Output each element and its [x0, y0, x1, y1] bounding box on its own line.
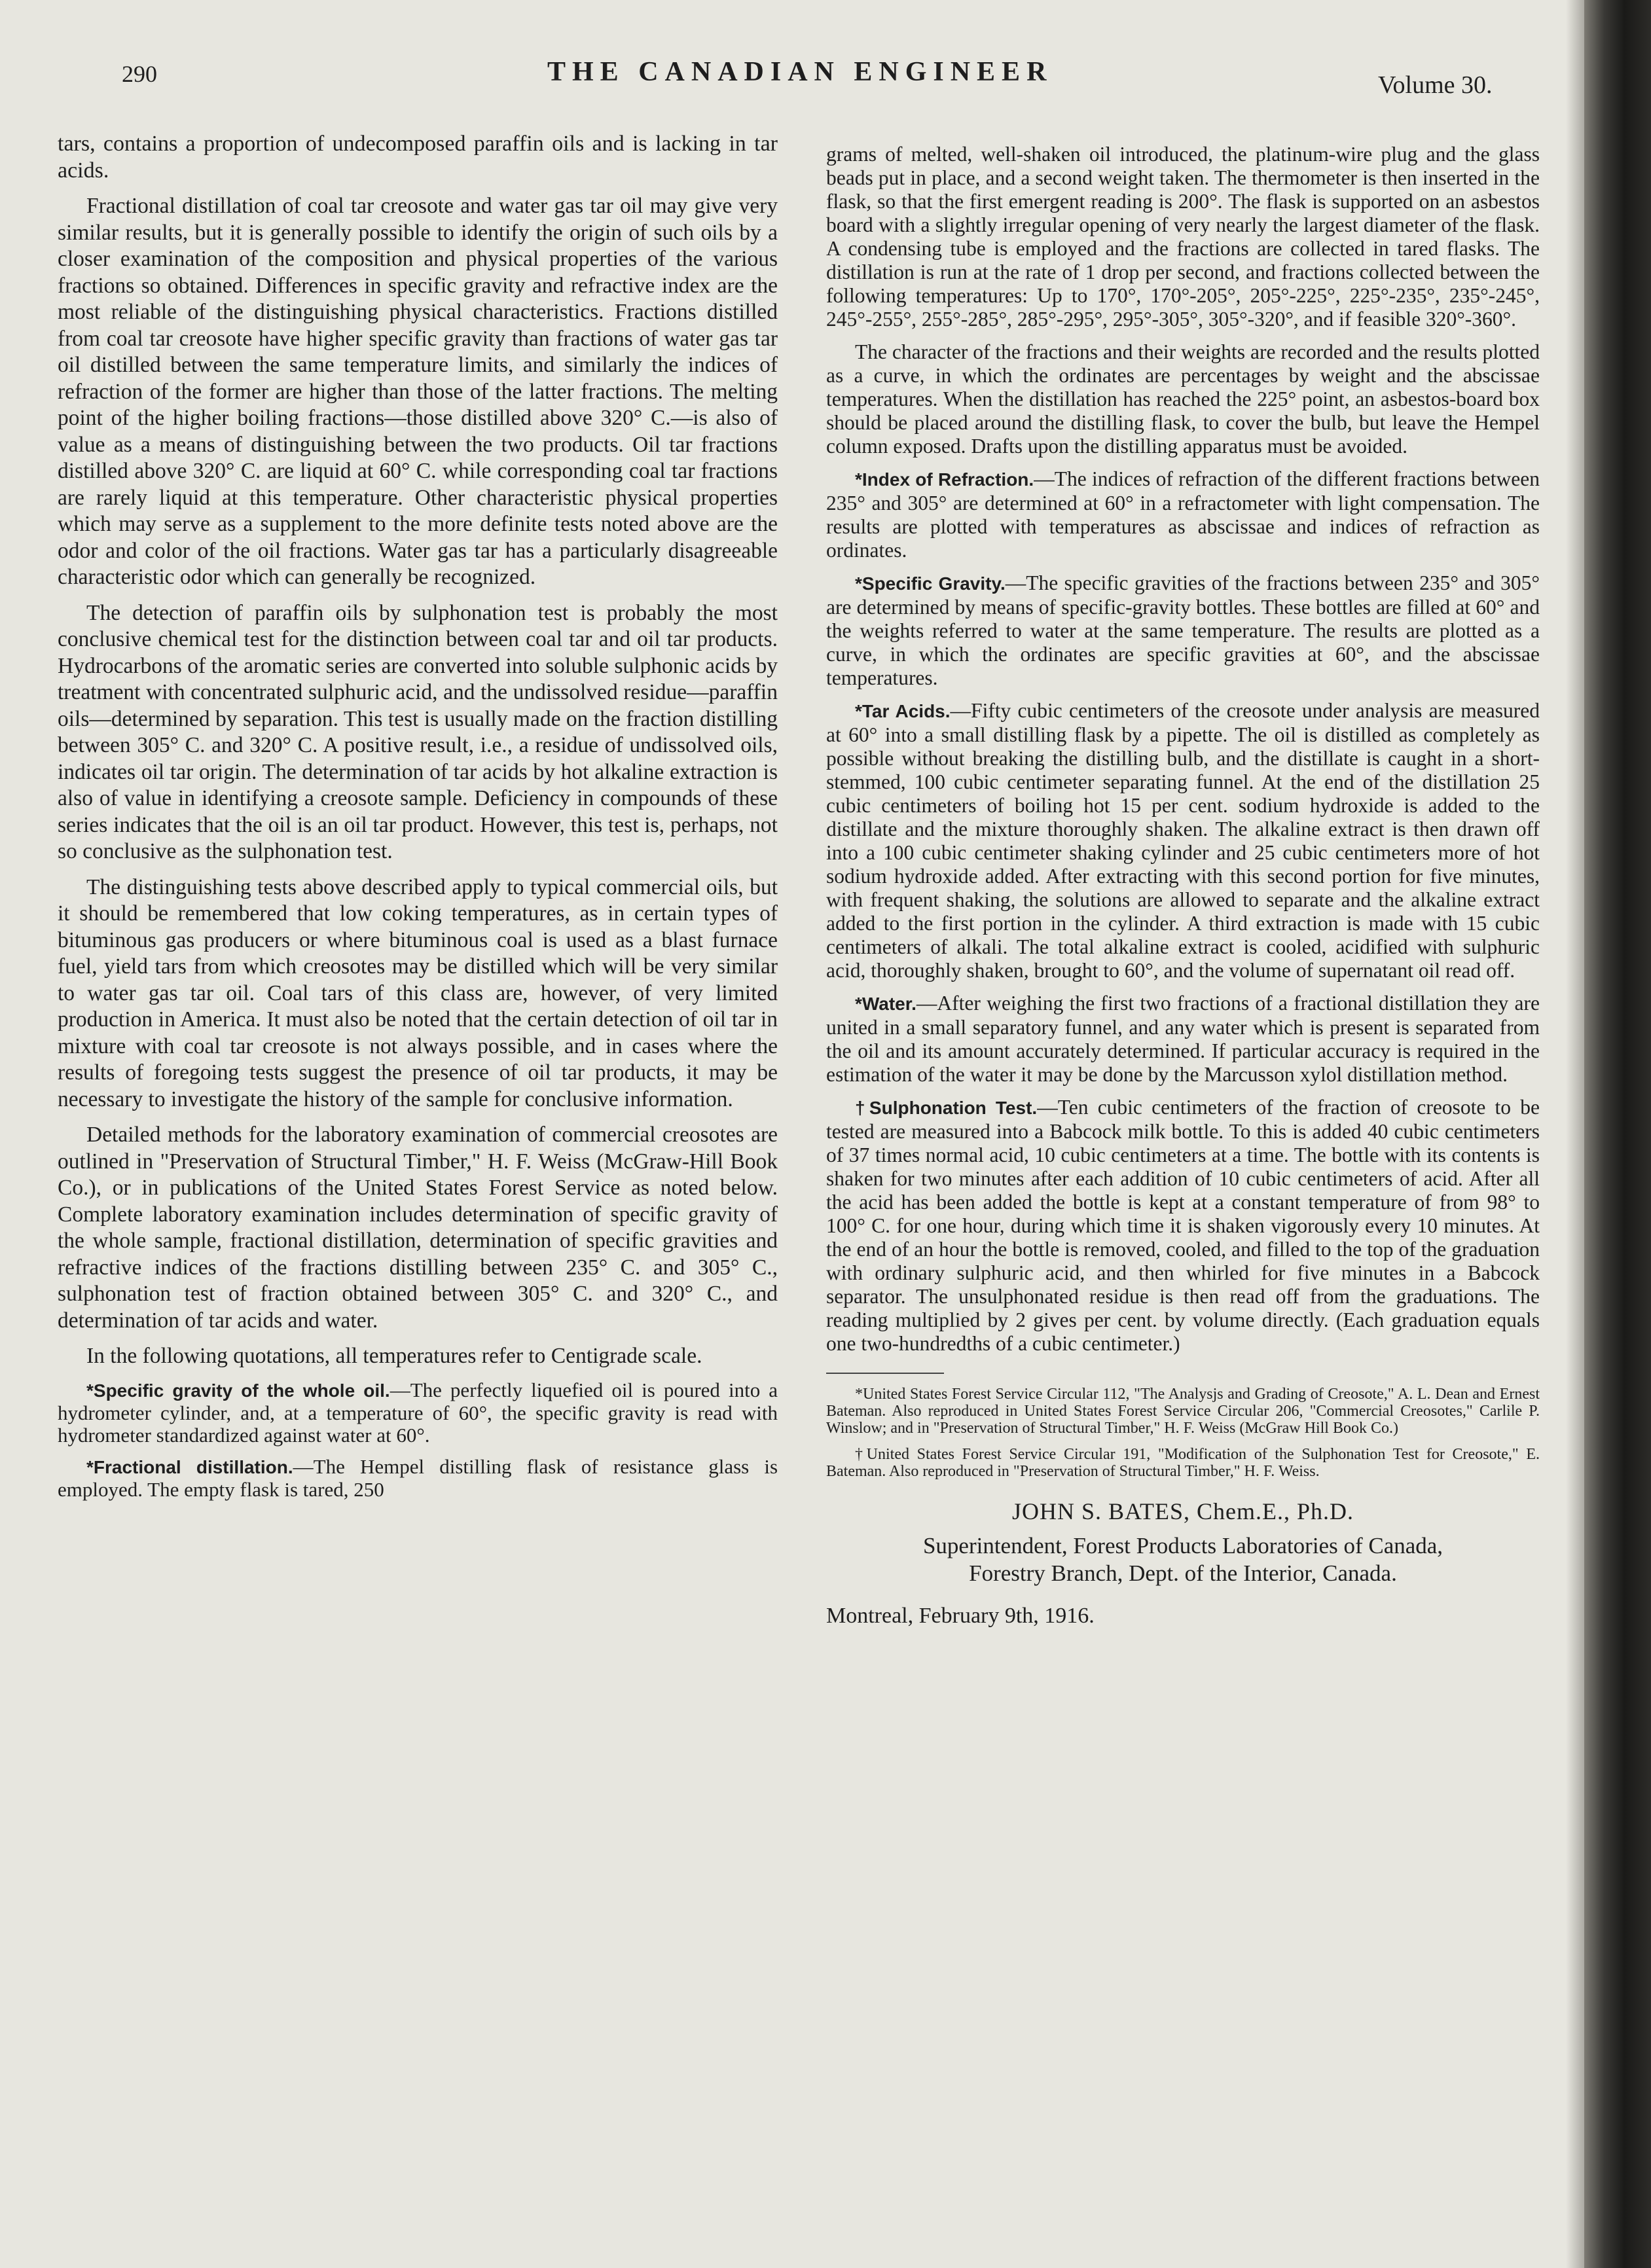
paragraph: In the following quotations, all temperatures refer to Centigrade scale. — [86, 1344, 702, 1368]
signature-block — [826, 1500, 1540, 1628]
author-title: Superintendent, Forest Products Laboratories of Canada, — [922, 1533, 1443, 1558]
method-text: —The indices of refraction of the different fractions between 235° and 305° are determined at 60° in a refractometer with light compensation. The results are plotted with temperatures as abscissae and indices of refraction as ordinates. — [826, 467, 1540, 562]
left-column — [58, 131, 778, 1510]
method-text: —The Hempel distilling flask of resistance glass is employed. The empty flask is tared, 250 — [58, 1454, 778, 1501]
method-paragraph — [826, 992, 1540, 1087]
method-heading: *Fractional distillation. — [86, 1456, 293, 1477]
method-text: —The perfectly liquefied oil is poured into a hydrometer cylinder, and, at a temperature of 60°, the specific gravity is read with hydrometer standardized against water at 60°. — [58, 1378, 778, 1447]
page-number: 290 — [122, 61, 157, 87]
paragraph: The detection of paraffin oils by sulphonation test is probably the most conclusive chemical test for the distinction between coal tar and oil tar products. Hydrocarbons of the aromatic series are converted into soluble sulphonic acids by treatment with concentrated sulphuric acid, and the undissolved residue—paraffin oils—determined by separation. This test is usually made on the fraction distilling between 305° C. and 320° C. A positive result, i.e., a residue of undissolved oils, indicates oil tar origin. The determination of tar acids by hot alkaline extraction is also of value in identifying a creosote sample. Deficiency in compounds of these series indicates that the oil is an oil tar product. However, this test is, perhaps, not so conclusive as the sulphonation test. — [58, 600, 778, 863]
page-gutter-shadow — [1566, 0, 1584, 2268]
method-text: —Ten cubic centimeters of the fraction of creosote to be tested are measured into a Babcock milk bottle. To this is added 40 cubic centimeters of 37 times normal acid, 10 cubic centimeters at a time. The bottle with its contents is shaken for two minutes after each addition of 10 cubic centimeters of acid. After all the acid has been added the bottle is kept at a constant temperature of from 98° to 100° C. for one hour, during which time it is shaken vigorously every 10 minutes. At the end of an hour the bottle is removed, cooled, and filled to the top of the graduation with ordinary sulphuric acid, and then whirled for five minutes in a Babcock separator. The unsulphonated residue is then read off from the graduations. The reading multiplied by 2 gives per cent. by volume directly. (Each graduation equals one two-hundredths of a cubic centimeter.) — [826, 1096, 1540, 1355]
method-text: —The specific gravities of the fractions between 235° and 305° are determined by means of specific-gravity bottles. These bottles are filled at 60° and the weights referred to water at the same temperature. The results are plotted as a curve, in which the ordinates are specific gravities at 60°, and the abscissae temperatures. — [826, 571, 1540, 689]
footnote-divider — [826, 1373, 944, 1374]
dateline: Montreal, February 9th, 1916. — [826, 1604, 1095, 1628]
paragraph: Detailed methods for the laboratory examination of commercial creosotes are outlined in "Preservation of Structural Timber," H. F. Weiss (McGraw-Hill Book Co.), or in publications of the United States Forest Service as noted below. Complete laboratory examination includes determination of specific gravity of the whole sample, fractional distillation, determination of specific gravities and refractive indices of the fractions distilling between 235° C. and 305° C., sulphonation test of fraction obtained between 305° C. and 320° C., and determination of tar acids and water. — [58, 1123, 778, 1333]
paragraph: The character of the fractions and their weights are recorded and the results plotted as a curve, in which the ordinates are percentages by weight and the abscissae temperatures. When the distillation has reached the 225° point, an asbestos-board box should be placed around the distilling flask, to cover the bulb, but leave the Hempel column exposed. Drafts upon the distilling apparatus must be avoided. — [826, 340, 1540, 458]
volume-label: Volume 30. — [1378, 71, 1493, 99]
running-head — [0, 57, 1584, 99]
method-paragraph — [826, 467, 1540, 562]
footnote: †United States Forest Service Circular 191, "Modification of the Sulphonation Test for Creosote," E. Bateman. Also reproduced in "Preservation of Structural Timber," H. F. Weiss. — [826, 1446, 1540, 1480]
method-heading: *Specific gravity of the whole oil. — [86, 1380, 390, 1401]
journal-title: THE CANADIAN ENGINEER — [547, 57, 1053, 87]
paragraph: Fractional distillation of coal tar creosote and water gas tar oil may give very similar results, but it is generally possible to identify the origin of such oils by a closer examination of the composition and physical properties of the various fractions so obtained. Differences in specific gravity and refractive index are the most reliable of the distinguishing physical characteristics. Fractions distilled from coal tar creosote have higher specific gravity than fractions of water gas tar oil distilled between the same temperature limits, and similarly the indices of refraction of the former are higher than those of the latter fractions. The melting point of the higher boiling fractions—those distilled above 320° C.—is also of value as a means of distinguishing between the two products. Oil tar fractions distilled above 320° C. are liquid at 60° C. while corresponding coal tar fractions are rarely liquid at this temperature. Other characteristic physical properties which may serve as a supplement to the more definite tests noted above are the odor and color of the oil fractions. Water gas tar has a particularly disagreeable characteristic odor which can generally be recognized. — [58, 194, 778, 589]
method-paragraph — [58, 1456, 778, 1501]
method-text: —Fifty cubic centimeters of the creosote under analysis are measured at 60° into a small distilling flask by a pipette. The oil is distilled as completely as possible without breaking the distilling bulb, and the distillate is caught in a short-stemmed, 100 cubic centimeter separating funnel. At the end of the distillation 25 cubic centimeters of boiling hot 15 per cent. sodium hydroxide is added to the distillate and the mixture thoroughly shaken. The alkaline extract is then drawn off into a 100 cubic centimeter shaking cylinder and 25 cubic centimeters more of hot sodium hydroxide added. After extracting with this second portion for five minutes, with frequent shaking, the solutions are allowed to separate and the alkaline extract added to the first portion in the cylinder. A third extraction is made with 15 cubic centimeters of alkali. The total alkaline extract is cooled, acidified with sulphuric acid, thoroughly shaken, brought to 60°, and the volume of supernatant oil read off. — [826, 699, 1540, 982]
paragraph: tars, contains a proportion of undecomposed paraffin oils and is lacking in tar acids. — [58, 132, 778, 183]
method-heading: †Sulphonation Test. — [855, 1098, 1038, 1118]
method-heading: *Water. — [855, 994, 916, 1014]
method-paragraph — [826, 699, 1540, 982]
method-paragraph — [826, 571, 1540, 690]
method-text: —After weighing the first two fractions of a fractional distillation they are united in a small separatory funnel, and any water which is present is separated from the oil and its amount accurately determined. If particular accuracy is required in the estimation of the water it may be done by the Marcusson xylol distillation method. — [826, 992, 1540, 1086]
book-spine — [1584, 0, 1651, 2268]
author-name: JOHN S. BATES, Chem.E., Ph.D. — [1011, 1498, 1354, 1524]
footnote: *United States Forest Service Circular 112, "The Analysjs and Grading of Creosote," A. L. Dean and Ernest Bateman. Also reproduced in United States Forest Service Circular 206, "Commercial Creosotes," Carlile P. Winslow; and in "Preservation of Structural Timber," H. F. Weiss (McGraw Hill Book Co.) — [826, 1386, 1540, 1437]
method-heading: *Specific Gravity. — [855, 573, 1006, 594]
method-paragraph — [58, 1379, 778, 1447]
right-column — [826, 143, 1540, 1628]
method-paragraph — [826, 1096, 1540, 1356]
method-heading: *Tar Acids. — [855, 701, 951, 721]
author-affiliation: Forestry Branch, Dept. of the Interior, Canada. — [969, 1560, 1397, 1586]
paragraph: The distinguishing tests above described apply to typical commercial oils, but it should be remembered that low coking temperatures, as in certain types of bituminous gas producers or where bituminous coal is used as a blast furnace fuel, yield tars from which creosotes may be distilled which will be very similar to water gas tar oil. Coal tars of this class are, however, of very limited production in America. It must also be noted that the certain detection of oil tar in mixture with coal tar creosote is not always possible, and in cases where the results of foregoing tests suggest the presence of oil tar products, it may be necessary to investigate the history of the sample for conclusive information. — [58, 874, 778, 1111]
paragraph: grams of melted, well-shaken oil introduced, the platinum-wire plug and the glass beads put in place, and a second weight taken. The thermometer is then inserted in the flask, so that the first emergent reading is 200°. The flask is supported on an asbestos board with a slightly irregular opening of very nearly the largest diameter of the flask. A condensing tube is employed and the fractions are collected in tared flasks. The distillation is run at the rate of 1 drop per second, and fractions collected between the following temperatures: Up to 170°, 170°-205°, 205°-225°, 225°-235°, 235°-245°, 245°-255°, 255°-285°, 285°-295°, 295°-305°, 305°-320°, and if feasible 320°-360°. — [826, 143, 1540, 331]
method-heading: *Index of Refraction. — [855, 469, 1034, 490]
